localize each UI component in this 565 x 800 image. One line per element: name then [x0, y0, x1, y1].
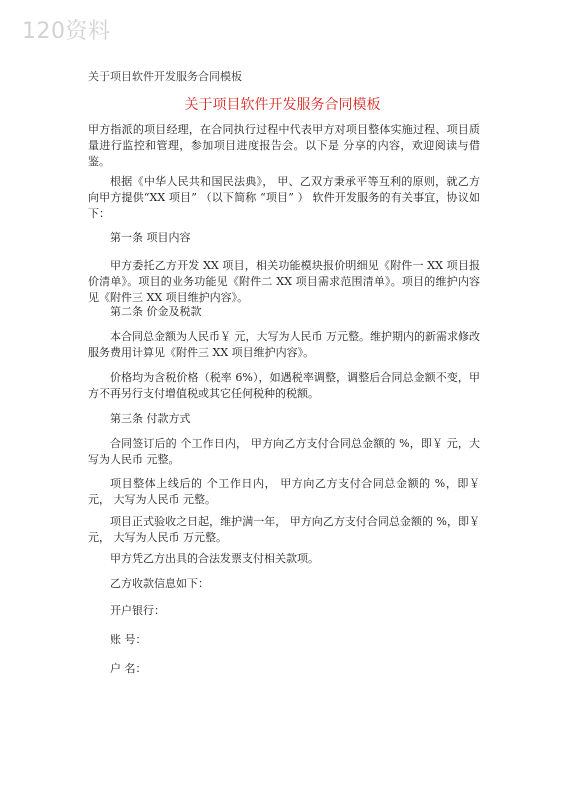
- article-1-heading: 第一条 项目内容: [110, 231, 191, 244]
- bank-label: 开户银行：: [110, 604, 165, 617]
- article-3-heading: 第三条 付款方式: [110, 412, 191, 425]
- article-2-heading: 第二条 价金及税款: [110, 305, 202, 318]
- document-header: 关于项目软件开发服务合同模板: [88, 70, 242, 83]
- document-title: 关于项目软件开发服务合同模板: [184, 97, 381, 113]
- watermark-logo: 120资料: [22, 19, 111, 44]
- article-2-body-2: 价格均为含税价格（税率 6%），如遇税率调整，调整后合同总金额不变，甲方不再另行支付增值税或其它任何税种的税额。: [88, 371, 480, 400]
- payment-clause-1: 合同签订后的 个工作日内， 甲方向乙方支付合同总金额的 %，即￥ 元，大写为人民币 元整。: [88, 437, 480, 466]
- intro-paragraph: 甲方指派的项目经理，在合同执行过程中代表甲方对项目整体实施过程、项目质量进行监控和管理，参加项目进度报告会。以下是 分享的内容，欢迎阅读与借鉴。: [88, 123, 480, 168]
- article-2-body-1: 本合同总金额为人民币￥ 元，大写为人民币 万元整。维护期内的新需求修改服务费用计算见《附件三 XX 项目维护内容》。: [88, 330, 480, 359]
- invoice-clause: 甲方凭乙方出具的合法发票支付相关款项。: [110, 552, 319, 565]
- payment-clause-3: 项目正式验收之日起，维护满一年， 甲方向乙方支付合同总金额的 %，即￥ 元， 大写为人民币 万元整。: [88, 515, 480, 544]
- payee-info-heading: 乙方收款信息如下：: [110, 577, 209, 590]
- account-label: 账 号：: [110, 633, 147, 646]
- article-1-body: 甲方委托乙方开发 XX 项目，相关功能模块报价明细见《附件一 XX 项目报价清单》。项目的业务功能见《附件二 XX 项目需求范围清单》。项目的维护内容见《附件三 XX 项目维护内容》。: [88, 259, 480, 304]
- payment-clause-2: 项目整体上线后的 个工作日内， 甲方向乙方支付合同总金额的 %，即￥ 元， 大写为人民币 元整。: [88, 477, 480, 506]
- basis-paragraph: 根据《中华人民共和国民法典》， 甲、乙双方秉承平等互利的原则，就乙方向甲方提供“XX 项目” （以下简称 “项目” ） 软件开发服务的有关事宜，协议如下：: [88, 175, 480, 220]
- account-name-label: 户 名：: [110, 662, 147, 675]
